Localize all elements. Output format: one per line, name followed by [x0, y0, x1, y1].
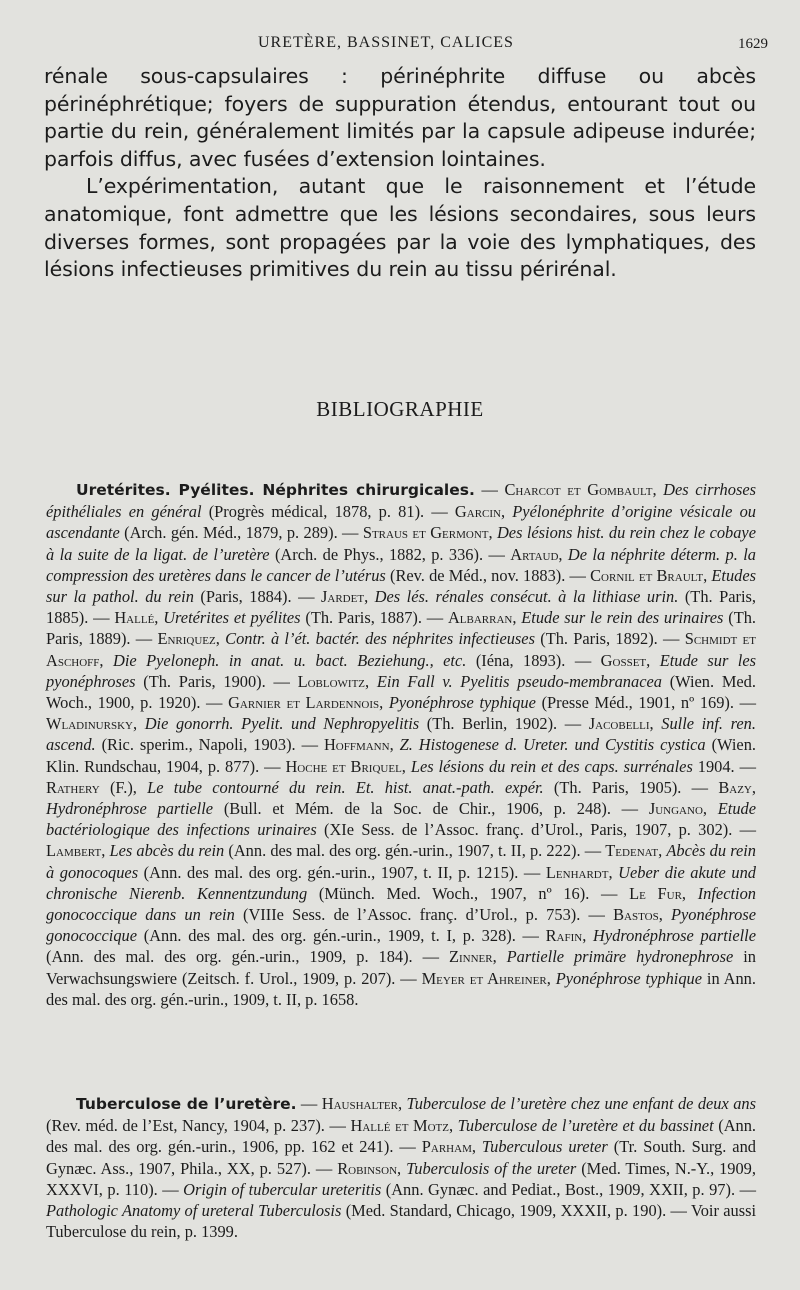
section-title: Uretérites. Pyélites. Néphrites chirurgicales. — [76, 481, 475, 499]
entry-source: in Verwachsungswiere (Zeitsch. f. Urol., 1909, p. 207). — [46, 947, 756, 988]
entry-source: (Th. Paris, 1889). — [46, 608, 756, 649]
entry-source: (VIIIe Sess. de l’Assoc. franç. d’Urol., p. 753). — [242, 905, 581, 925]
entry-author: Cornil et Brault — [590, 565, 704, 585]
entry-source: (Th. Berlin, 1902). — [426, 714, 558, 734]
entry-author: Hoffmann — [323, 735, 390, 755]
entry-author: Jacobelli — [588, 714, 650, 734]
entry-source: (Paris, 1884). — [200, 587, 292, 607]
entry-title: Die gonorrh. Pyelit. und Nephropyelitis — [144, 714, 420, 734]
entry-author: Hallé et Motz — [350, 1116, 449, 1136]
entry-author: Schmidt et Aschoff — [46, 629, 756, 670]
entry-title: Tuberculous ureter — [481, 1137, 608, 1157]
entry-source: (Ann. des mal. des org. gén.-urin., 1909, t. I, p. 328). — [143, 926, 516, 946]
entry-author: Garcin — [454, 502, 501, 522]
entry-author: Zinner — [448, 947, 493, 967]
entry-source: (Ann. des mal. des org. gén.-urin., 1907, t. II, p. 222). — [228, 841, 581, 861]
entry-source: (Arch. gén. Méd., 1879, p. 289). — [124, 523, 338, 543]
entry-title: Uretérites et pyélites — [163, 608, 301, 628]
entry-title: Le tube contourné du rein. Et. hist. anat.-path. expér. — [147, 777, 544, 797]
entry-source: (Arch. de Phys., 1882, p. 336). — [274, 544, 484, 564]
entry-author: Meyer et Ahreiner — [421, 968, 547, 988]
entry-title: Z. Histogenese d. Ureter. und Cystitis cystica — [399, 735, 706, 755]
entry-title: Abcès du rein à gonocoques — [46, 841, 756, 882]
entry-title: Infection gonococcique dans un rein — [46, 883, 756, 925]
page-header — [0, 34, 800, 56]
entry-source: 1904. — [697, 756, 735, 776]
entry-source: (Ann. des mal. des org. gén.-urin., 1907, t. II, p. 1215). — [143, 862, 519, 882]
entry-title: Des lés. rénales consécut. à la lithiase urin. — [374, 587, 679, 607]
entry-source: (Wien. Med. Woch., 1900, p. 1920). — [46, 671, 756, 713]
entry-author: Haushalter — [321, 1094, 398, 1113]
entry-author: Artaud — [510, 544, 559, 564]
entry-author: Bazy — [718, 777, 752, 797]
entry-author: Bastos — [613, 905, 659, 925]
entry-title: Partielle primäre hydronephrose — [506, 947, 734, 967]
entry-source: (Progrès médical, 1878, p. 81). — [208, 502, 425, 522]
entry-source: (Iéna, 1893). — [475, 650, 566, 670]
entry-source: Voir aussi Tuberculose du rein, p. 1399. — [46, 1201, 757, 1242]
entry-source: (Th. Paris, 1892). — [540, 629, 658, 649]
entry-source: (Rev. de Méd., nov. 1883). — [390, 565, 566, 585]
entry-title: Hydronéphrose partielle — [593, 926, 756, 946]
entry-source: (Rev. méd. de l’Est, Nancy, 1904, p. 237). — [46, 1116, 325, 1136]
entry-source: (Presse Méd., 1901, nº 169). — [541, 693, 734, 713]
intro-paragraph: rénale sous-capsulaires : périnéphrite diffuse ou abcès périnéphrétique; foyers de suppuration étendus, entourant tout ou partie du rein, généralement limités par la capsule adipeuse indurée; parfois diffus, avec fusées d’extension lointaines. — [44, 64, 756, 171]
bibliography-paragraph: Uretérites. Pyélites. Néphrites chirurgicales. — Charcot et Gombault, Des cirrhoses épithéliales en général (Progrès médical, 1878, p. 81). — Garcin, Pyélonéphrite d’origine vésicale ou ascendante (Arch. gén. Méd., 1879, p. 289). — Straus et Germont, Des lésions hist. du rein chez le cobaye à la suite de la ligat. de l’uretère (Arch. de Phys., 1882, p. 336). — Artaud, De la néphrite déterm. p. la compression des uretères dans le cancer de l’utérus (Rev. de Méd., nov. 1883). — Cornil et Brault, Etudes sur la pathol. du rein (Paris, 1884). — Jardet, Des lés. rénales consécut. à la lithiase urin. (Th. Paris, 1885). — Hallé, Uretérites et pyélites (Th. Paris, 1887). — Albarran, Etude sur le rein des urinaires (Th. Paris, 1889). — Enriquez, Contr. à l’ét. bactér. des néphrites infectieuses (Th. Paris, 1892). — Schmidt et Aschoff, Die Pyeloneph. in anat. u. bact. Beziehung., etc. (Iéna, 1893). — Gosset, Etude sur les pyonéphroses (Th. Paris, 1900). — Loblowitz, Ein Fall v. Pyelitis pseudo-membranacea (Wien. Med. Woch., 1900, p. 1920). — Garnier et Lardennois, Pyonéphrose typhique (Presse Méd., 1901, nº 169). — Wladinursky, Die gonorrh. Pyelit. und Nephropyelitis (Th. Berlin, 1902). — Jacobelli, Sulle inf. ren. ascend. (Ric. sperim., Napoli, 1903). — Hoffmann, Z. Histogenese d. Ureter. und Cystitis cystica (Wien. Klin. Rundschau, 1904, p. 877). — Hoche et Briquel, Les lésions du rein et des caps. surrénales 1904. — Rathery (F.), Le tube contourné du rein. Et. hist. anat.-path. expér. (Th. Paris, 1905). — Bazy, Hydronéphrose partielle (Bull. et Mém. de la Soc. de Chir., 1906, p. 248). — Jungano, Etude bactériologique des infections urinaires (XIe Sess. de l’Assoc. franç. d’Urol., Paris, 1907, p. 302). — Lambert, Les abcès du rein (Ann. des mal. des org. gén.-urin., 1907, t. II, p. 222). — Tedenat, Abcès du rein à gonocoques (Ann. des mal. des org. gén.-urin., 1907, t. II, p. 1215). — Lenhardt, Ueber die akute und chronische Nierenb. Kennentzundung (Münch. Med. Woch., 1907, nº 16). — Le Fur, Infection gonococcique dans un rein (VIIIe Sess. de l’Assoc. franç. d’Urol., p. 753). — Bastos, Pyonéphrose gonococcique (Ann. des mal. des org. gén.-urin., 1909, t. I, p. 328). — Rafin, Hydronéphrose partielle (Ann. des mal. des org. gén.-urin., 1909, p. 184). — Zinner, Partielle primäre hydronephrose in Verwachsungswiere (Zeitsch. f. Urol., 1909, p. 207). — Meyer et Ahreiner, Pyonéphrose typhique in Ann. des mal. des org. gén.-urin., 1909, t. II, p. 1658. — [46, 480, 757, 1009]
entry-title: Pyonéphrose gonococcique — [46, 905, 756, 946]
entry-author: Gosset — [600, 650, 647, 670]
entry-author: Jardet — [321, 587, 365, 607]
entry-source: (Th. Paris, 1900). — [143, 671, 266, 691]
entry-author: Hoche et Briquel — [285, 756, 402, 776]
entry-title: Etude bactériologique des infections urinaires — [46, 799, 756, 840]
entry-title: Etudes sur la pathol. du rein — [46, 565, 756, 607]
entry-author: Wladinursky — [46, 714, 133, 734]
entry-author: Albarran — [447, 608, 513, 628]
entry-title: Pyonéphrose typhique — [555, 968, 702, 988]
entry-author: Straus et Germont — [362, 523, 489, 543]
entry-author: Hallé — [114, 608, 155, 628]
entry-title: De la néphrite déterm. p. la compression des uretères dans le cancer de l’utérus — [46, 544, 756, 585]
entry-title: Des lésions hist. du rein chez le cobaye à la suite de la ligat. de l’uretère — [46, 523, 756, 564]
entry-author: Parham — [421, 1137, 472, 1157]
entry-author: Rathery (F.) — [46, 777, 133, 797]
entry-source: (Ann. des mal. des org. gén.-urin., 1906, pp. 162 et 241). — [46, 1116, 757, 1157]
bibliography-section-uretérites — [46, 479, 756, 1010]
entry-title: Les abcès du rein — [109, 841, 225, 861]
entry-source: (Th. Paris, 1905). — [553, 777, 682, 797]
entry-source: (Th. Paris, 1885). — [46, 587, 756, 628]
section-title: Tuberculose de l’uretère. — [76, 1095, 297, 1113]
entry-source: in Ann. des mal. des org. gén.-urin., 1909, t. II, p. 1658. — [46, 968, 756, 1009]
entry-source: (Bull. et Mém. de la Soc. de Chir., 1906, p. 248). — [223, 799, 611, 819]
entry-source: (Ric. sperim., Napoli, 1903). — [101, 735, 296, 755]
entry-author: Lenhardt — [545, 862, 609, 882]
entry-source: (Tr. South. Surg. and Gynæc. Ass., 1907, Phila., XX, p. 527). — [46, 1137, 756, 1178]
bibliography-heading: BIBLIOGRAPHIE — [316, 397, 484, 421]
entry-title: Hydronéphrose partielle — [46, 799, 214, 819]
entry-title: Les lésions du rein et des caps. surrénales — [410, 756, 693, 776]
entry-author: Loblowitz — [297, 671, 366, 691]
entry-source: (Wien. Klin. Rundschau, 1904, p. 877). — [46, 735, 756, 776]
entry-title: Tuberculose de l’uretère et du bassinet — [457, 1116, 714, 1136]
intro-paragraph: L’expérimentation, autant que le raisonnement et l’étude anatomique, font admettre que les lésions secondaires, sous leurs diverses formes, sont propagées par la voie des lymphatiques, des lésions infectieuses primitives du rein au tissu périrénal. — [44, 174, 756, 282]
entry-title: Etude sur le rein des urinaires — [521, 608, 724, 628]
entry-source: (Ann. Gynæc. and Pediat., Bost., 1909, XXII, p. 97). — [385, 1179, 736, 1199]
entry-title: Pathologic Anatomy of ureteral Tuberculosis — [46, 1201, 342, 1221]
running-title: URETÈRE, BASSINET, CALICES — [258, 34, 514, 51]
entry-author: Charcot et Gombault — [504, 480, 653, 499]
entry-author: Rafin — [545, 926, 583, 946]
entry-title: Ein Fall v. Pyelitis pseudo-membranacea — [376, 671, 662, 691]
entry-title: Tuberculosis of the ureter — [406, 1158, 577, 1178]
entry-author: Lambert — [46, 841, 102, 861]
entry-author: Robinson — [337, 1158, 398, 1178]
entry-title: Contr. à l’ét. bactér. des néphrites infectieuses — [225, 629, 535, 649]
bibliography-paragraph: Tuberculose de l’uretère. — Haushalter, Tuberculose de l’uretère chez une enfant de deux ans (Rev. méd. de l’Est, Nancy, 1904, p. 237). — Hallé et Motz, Tuberculose de l’uretère et du bassinet (Ann. des mal. des org. gén.-urin., 1906, pp. 162 et 241). — Parham, Tuberculous ureter (Tr. South. Surg. and Gynæc. Ass., 1907, Phila., XX, p. 527). — Robinson, Tuberculosis of the ureter (Med. Times, N.-Y., 1909, XXXVI, p. 110). — Origin of tubercular ureteritis (Ann. Gynæc. and Pediat., Bost., 1909, XXII, p. 97). — Pathologic Anatomy of ureteral Tuberculosis (Med. Standard, Chicago, 1909, XXXII, p. 190). — Voir aussi Tuberculose du rein, p. 1399. — [46, 1094, 757, 1242]
page-number: 1629 — [738, 36, 768, 52]
intro-text — [44, 63, 756, 284]
entry-source: (Th. Paris, 1887). — [305, 608, 422, 628]
entry-source: (Münch. Med. Woch., 1907, nº 16). — [318, 883, 590, 903]
entry-author: Garnier et Lardennois — [228, 693, 380, 713]
entry-author: Le Fur — [629, 883, 682, 903]
entry-title: Ueber die akute und chronische Nierenb. Kennentzundung — [46, 862, 756, 903]
entry-source: (Med. Standard, Chicago, 1909, XXXII, p. 190). — [345, 1201, 667, 1221]
entry-title: Pyonéphrose typhique — [388, 693, 536, 713]
entry-source: (Ann. des mal. des org. gén.-urin., 1909, p. 184). — [46, 947, 413, 967]
entry-author: Tedenat — [605, 841, 659, 861]
entry-title: Des cirrhoses épithéliales en général — [46, 480, 756, 522]
entry-title: Tuberculose de l’uretère chez une enfant de deux ans — [406, 1094, 756, 1113]
entry-title: Die Pyeloneph. in anat. u. bact. Beziehung., etc. — [112, 650, 467, 670]
entry-source: (XIe Sess. de l’Assoc. franç. d’Urol., Paris, 1907, p. 302). — [324, 820, 733, 840]
entry-title: Sulle inf. ren. ascend. — [46, 714, 756, 755]
entry-title: Origin of tubercular ureteritis — [183, 1179, 382, 1199]
entry-author: Enriquez — [157, 629, 216, 649]
entry-author: Jungano — [648, 799, 703, 819]
bibliography-section-tuberculose — [46, 1093, 756, 1242]
entry-source: (Med. Times, N.-Y., 1909, XXXVI, p. 110). — [46, 1158, 756, 1199]
entry-title: Etude sur les pyonéphroses — [46, 650, 756, 691]
entry-title: Pyélonéphrite d’origine vésicale ou ascendante — [46, 502, 756, 543]
